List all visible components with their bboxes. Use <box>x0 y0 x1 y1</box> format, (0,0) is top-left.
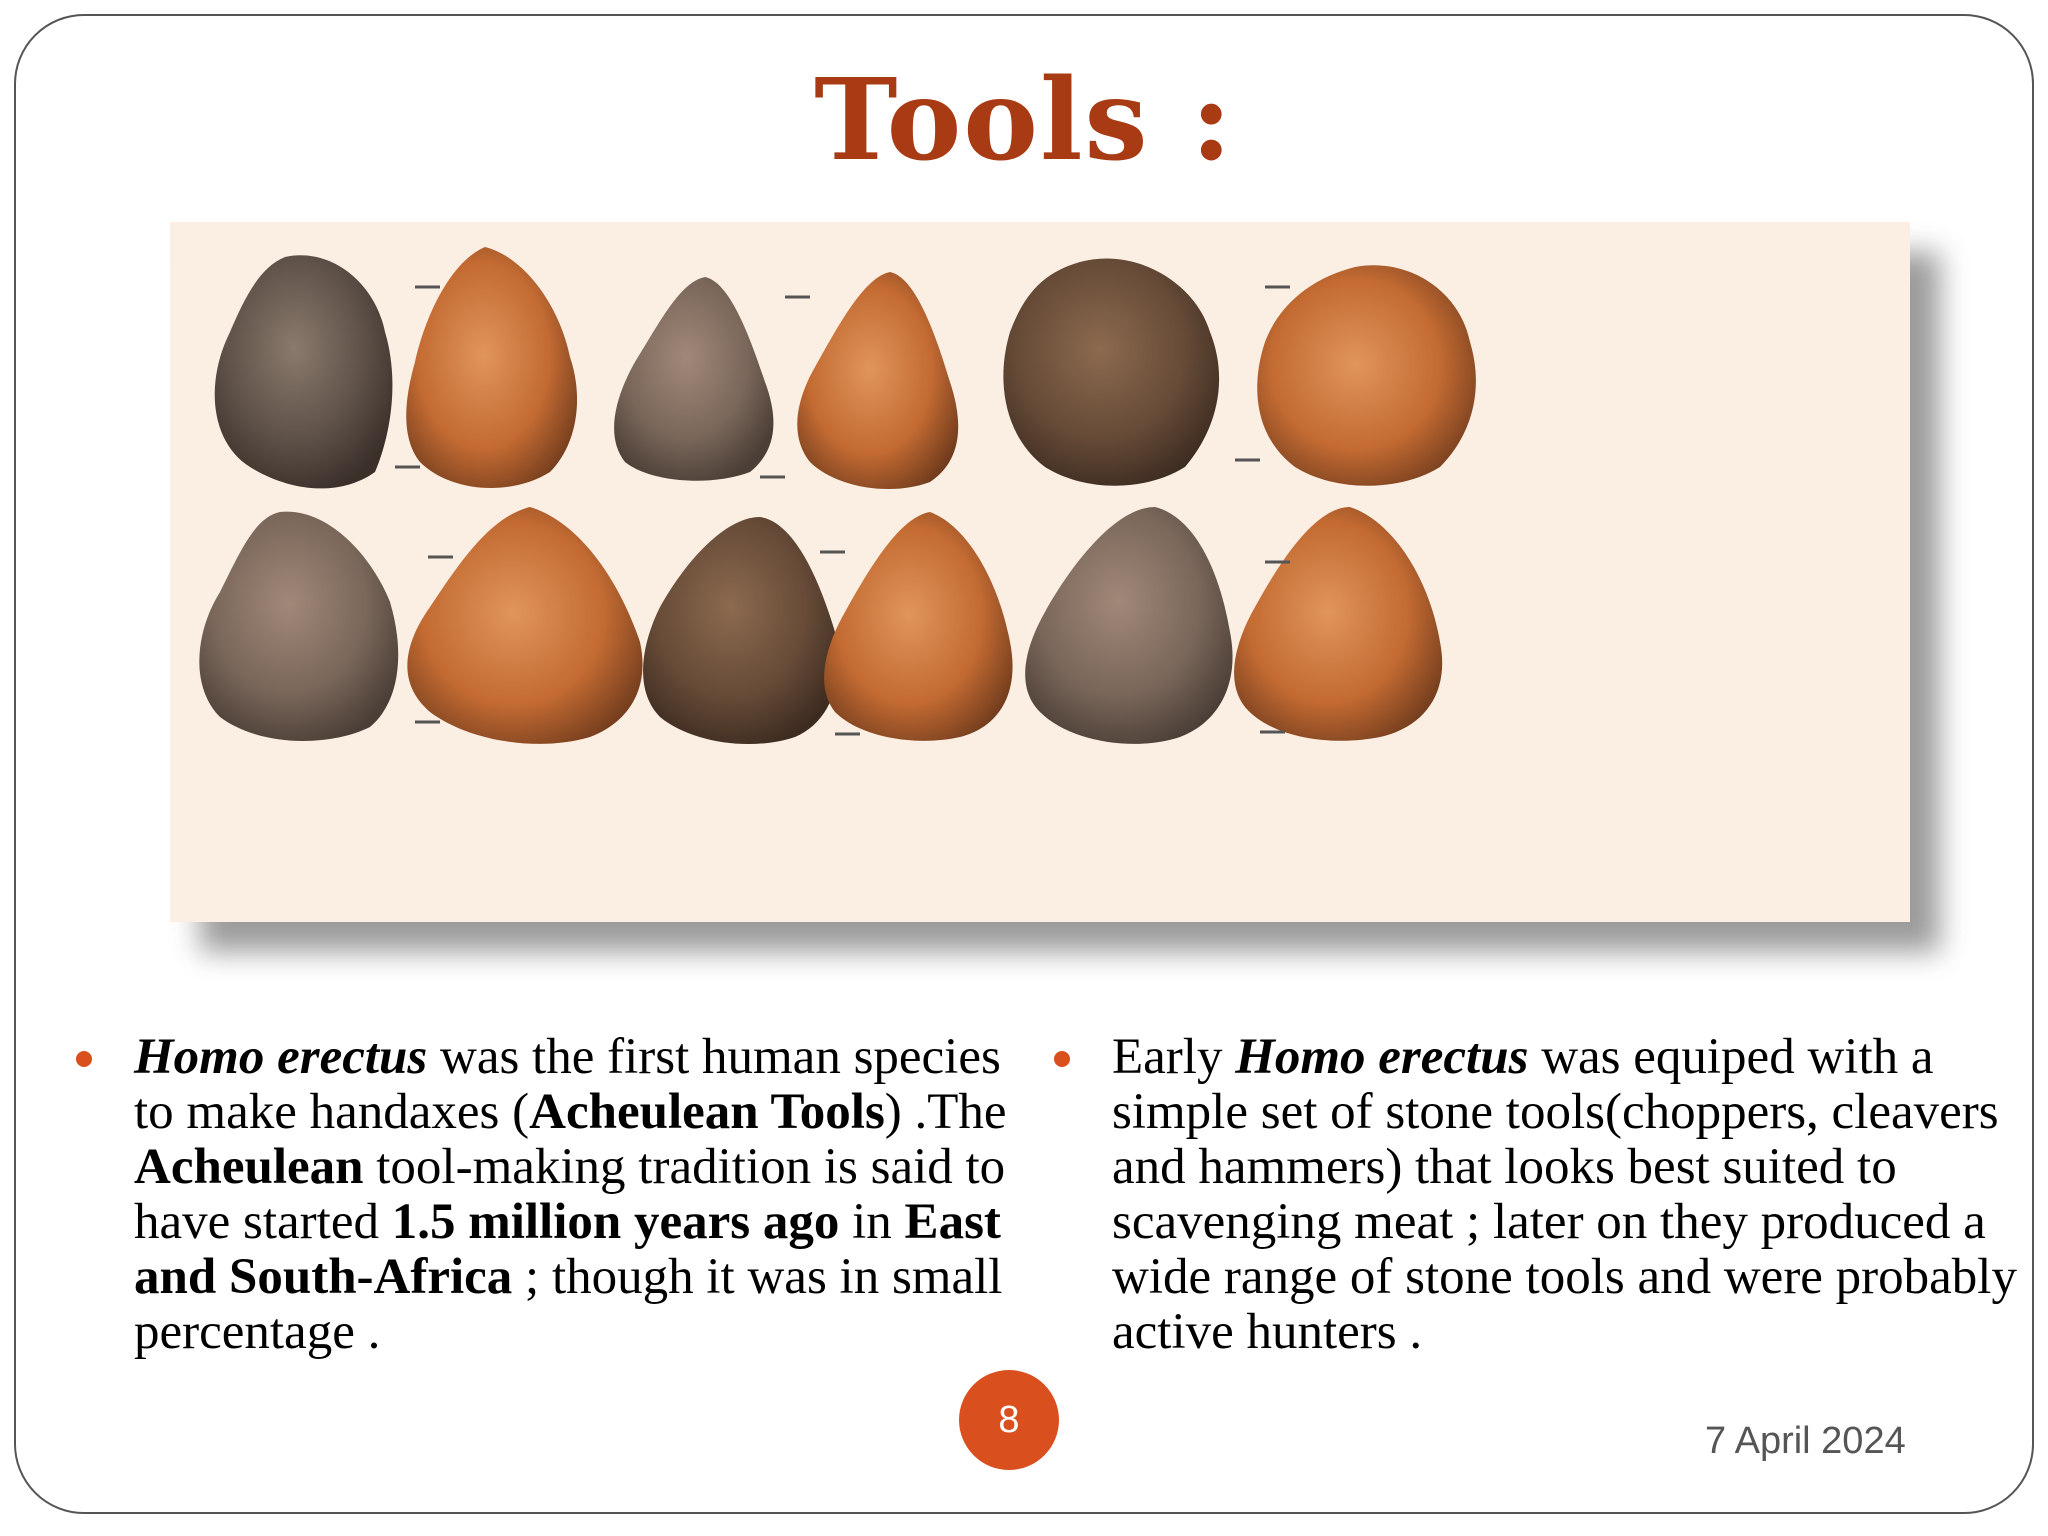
handaxe-9 <box>643 517 838 744</box>
slide-date: 7 April 2024 <box>1705 1420 1906 1462</box>
slide-title: Tools : <box>814 55 1234 186</box>
term-acheulean-tools: Acheulean Tools <box>529 1084 885 1140</box>
left-bullet <box>134 1030 1034 1360</box>
left-bullet-text: Homo erectus was the first human species to make handaxes (Acheulean Tools) .The Acheulean tool-making tradition is said to have started 1.5 million years ago in East and South-Africa ; though it was in small percentage . <box>134 1029 1007 1360</box>
bullet-dot-icon <box>1054 1051 1070 1067</box>
term-homo-erectus: Homo erectus <box>1235 1029 1529 1085</box>
handaxe-3 <box>614 277 773 481</box>
bullet-dot-icon <box>76 1051 92 1067</box>
cleaver-5 <box>1003 258 1219 485</box>
cleaver-6 <box>1257 265 1476 485</box>
handaxe-4 <box>797 272 958 489</box>
handaxe-8 <box>407 507 642 744</box>
term-acheulean: Acheulean <box>134 1139 364 1195</box>
photo-panel <box>170 222 1910 922</box>
handaxe-12 <box>1234 507 1442 741</box>
stone-tools-photo <box>170 222 1910 922</box>
handaxe-2 <box>406 247 577 488</box>
handaxe-1 <box>215 255 393 488</box>
term-date: 1.5 million years ago <box>391 1194 840 1250</box>
handaxe-7 <box>199 512 398 741</box>
page-number-badge: 8 <box>959 1370 1059 1470</box>
handaxe-11 <box>1025 507 1232 744</box>
term-homo-erectus: Homo erectus <box>134 1029 428 1085</box>
stone-tools-illustration <box>170 222 1910 922</box>
right-bullet-text: Early Homo erectus was equiped with a simple set of stone tools(choppers, cleavers and hammers) that looks best suited to scavenging meat ; later on they produced a wide range of stone tools and were probably active hunters . <box>1112 1029 2017 1360</box>
term-region: East and South-Africa <box>134 1194 1001 1305</box>
handaxe-10 <box>824 512 1012 741</box>
right-bullet <box>1112 1030 2042 1360</box>
